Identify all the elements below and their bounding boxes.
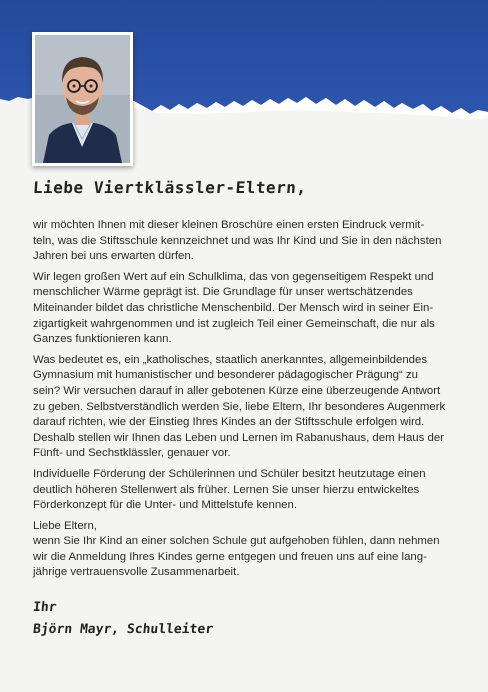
text-line: sein? Wir versuchen darauf in aller gebotenen Kürze eine überzeugende Antwort xyxy=(33,384,441,397)
text-line: darauf richten, wie der Einstieg Ihres Kindes an der Stiftsschule erfolgen wird. xyxy=(33,416,425,429)
text-line: wenn Sie Ihr Kind an einer solchen Schule gut aufgehoben fühlen, dann nehmen xyxy=(33,535,440,548)
text-line: Wir legen großen Wert auf ein Schulklima, das von gegenseitigem Respekt und xyxy=(33,270,434,283)
paragraph-school-climate xyxy=(33,270,457,348)
paragraph-intro xyxy=(33,218,457,265)
text-line: Ganzes funktionieren kann. xyxy=(33,333,172,346)
text-line: zu geben. Selbstverständlich werden Sie, liebe Eltern, Ihr besonderes Augenmerk xyxy=(33,400,446,413)
text-line: Förderkonzept für die Unter- und Mittelstufe kennen. xyxy=(33,499,298,512)
greeting-heading: Liebe Viertklässler-Eltern, xyxy=(32,178,308,197)
text-line: Deshalb stellen wir Ihnen das Leben und Lernen im Rabanushaus, dem Haus der xyxy=(33,431,444,444)
portrait-illustration xyxy=(35,35,130,163)
text-line: Jahren bei uns erwarten dürfen. xyxy=(33,250,194,263)
text-line: wir die Anmeldung Ihres Kindes gerne entgegen und freuen uns auf eine lang- xyxy=(33,550,427,563)
text-line: zigartigkeit wahrgenommen und ist zugleich Teil einer Gemeinschaft, die nur als xyxy=(33,317,435,330)
portrait-photo xyxy=(32,32,133,166)
paragraph-closing xyxy=(33,534,457,581)
text-line: Individuelle Förderung der Schülerinnen und Schüler besitzt heutzutage einen xyxy=(33,467,426,480)
text-line: jährige vertrauensvolle Zusammenarbeit. xyxy=(33,566,240,579)
text-line: Fünft- und Sechstklässler, genauer vor. xyxy=(33,447,231,460)
text-line: Liebe Eltern, xyxy=(33,519,97,532)
paragraph-gymnasium xyxy=(33,353,457,462)
signature-ihr: Ihr xyxy=(32,600,58,615)
text-line: Gymnasium mit humanistischer und besonderer pädagogischer Prägung“ zu xyxy=(33,369,418,382)
letter-body xyxy=(33,218,457,586)
text-line: wir möchten Ihnen mit dieser kleinen Broschüre einen ersten Eindruck vermit- xyxy=(33,219,425,231)
signature-name: Björn Mayr, Schulleiter xyxy=(32,622,214,637)
text-line: teln, was die Stiftsschule kennzeichnet und was Ihr Kind und Sie in den nächsten xyxy=(33,234,442,247)
text-line: Miteinander bildet das christliche Menschenbild. Der Mensch wird in seiner Ein- xyxy=(33,301,434,314)
paragraph-salutation xyxy=(33,519,457,535)
text-line: Was bedeutet es, ein „katholisches, staatlich anerkanntes, allgemeinbildendes xyxy=(33,353,428,366)
text-line: menschlicher Wärme geprägt ist. Die Grundlage für unser wertschätzendes xyxy=(33,286,413,299)
paragraph-foerderung xyxy=(33,467,457,514)
text-line: deutlich höheren Stellenwert als früher. Lernen Sie unser hierzu entwickeltes xyxy=(33,483,420,496)
